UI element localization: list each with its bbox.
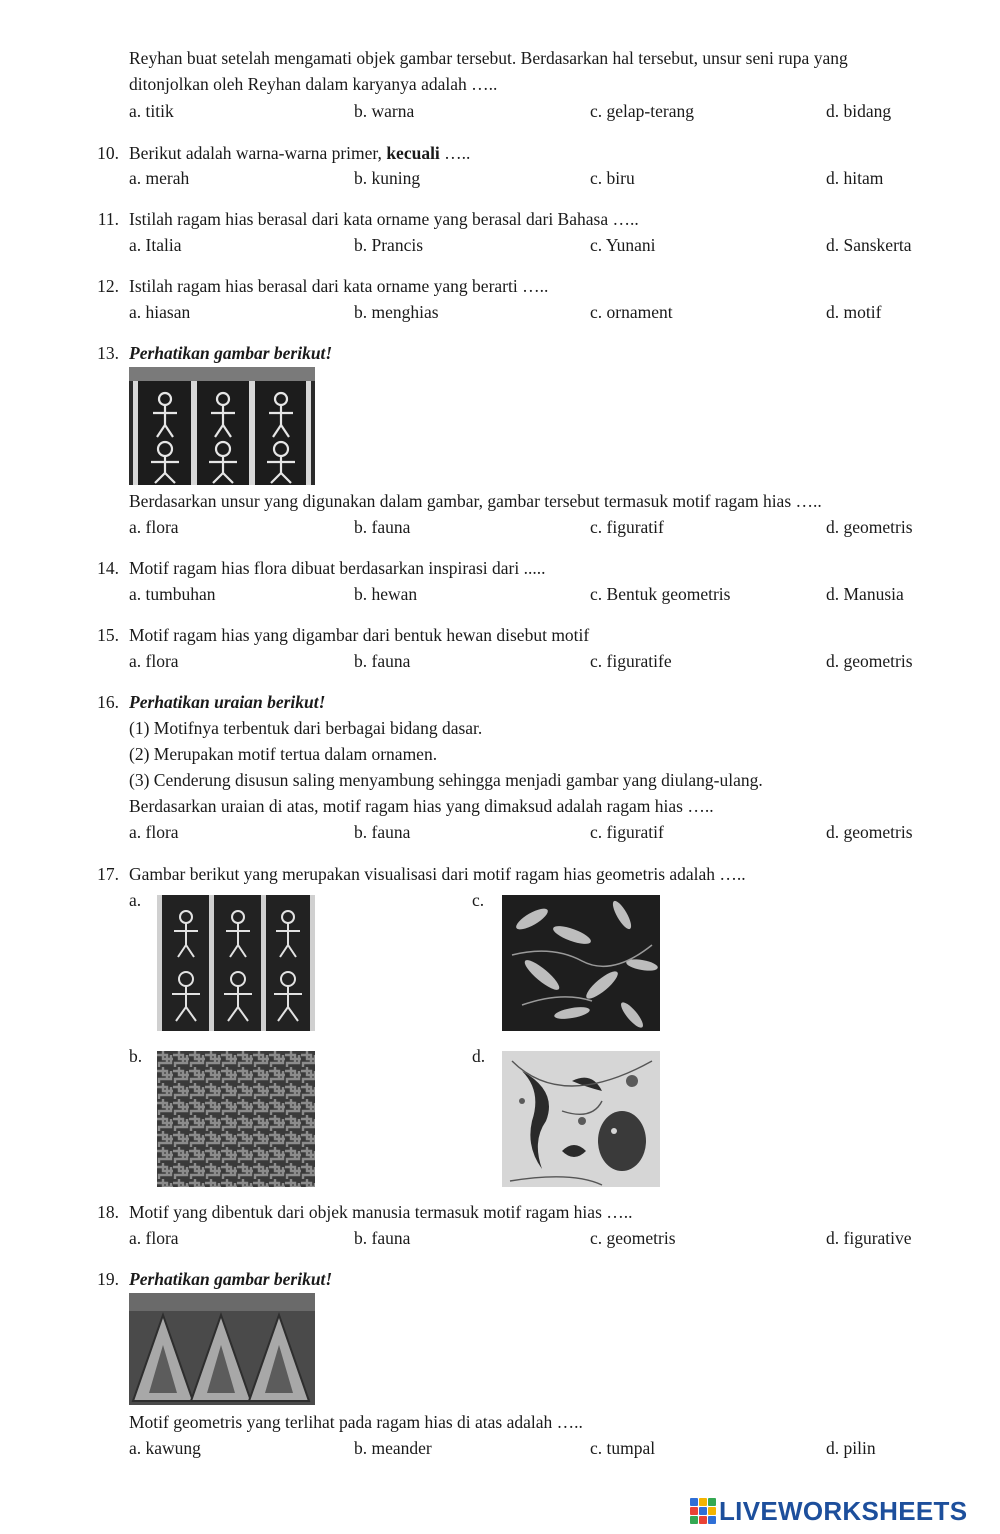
logo-tile [708,1516,716,1524]
list-item: (3) Cenderung disusun saling menyambung sehingga menjadi gambar yang diulang-ulang. [129,770,763,790]
question-text: Berdasarkan uraian di atas, motif ragam hias yang dimaksud adalah ragam hias ….. [129,796,714,816]
logo-tile [690,1516,698,1524]
figurative-textile-image [129,367,315,485]
question-number: 12. [97,276,119,296]
emphasis: kecuali [386,143,440,163]
logo-tile [699,1516,707,1524]
question-text: Motif ragam hias yang digambar dari bentuk hewan disebut motif [129,625,590,645]
question-text: Motif yang dibentuk dari objek manusia termasuk motif ragam hias ….. [129,1202,633,1222]
option-c: c. tumpal [590,1438,656,1458]
option-a: a. flora [129,651,179,671]
geometric-meander-image [157,1051,315,1187]
option-c: c. gelap-terang [590,101,694,121]
option-d: d. geometris [826,517,913,537]
option-b: b. menghias [354,302,439,322]
question-number: 10. [97,143,119,163]
question-number: 18. [97,1202,119,1222]
option-b: b. meander [354,1438,432,1458]
logo-tile [690,1507,698,1515]
image-label-b: b. [129,1046,143,1066]
option-d: d. bidang [826,101,892,121]
option-a: a. flora [129,517,179,537]
logo-text: LIVEWORKSHEETS [719,1495,968,1526]
option-a: a. hiasan [129,302,191,322]
logo-tile [708,1498,716,1506]
question-text: Gambar berikut yang merupakan visualisasi dari motif ragam hias geometris adalah ….. [129,864,746,884]
figurative-textile-image [157,895,315,1031]
logo-tile [690,1498,698,1506]
question-heading: Perhatikan gambar berikut! [129,1269,333,1289]
question-number: 16. [97,692,119,712]
question-heading: Perhatikan gambar berikut! [129,343,333,363]
option-c: c. biru [590,168,635,188]
question-number: 13. [97,343,119,363]
question-text: Istilah ragam hias berasal dari kata orname yang berasal dari Bahasa ….. [129,209,639,229]
option-b: b. Prancis [354,235,424,255]
option-a: a. flora [129,1228,179,1248]
list-item: (1) Motifnya terbentuk dari berbagai bidang dasar. [129,718,483,738]
question-text: Berikut adalah warna-warna primer, kecuali ….. [129,143,471,163]
option-a: a. kawung [129,1438,201,1458]
image-label-a: a. [129,890,142,910]
liveworksheets-logo[interactable] [690,1494,967,1528]
option-b: b. fauna [354,651,411,671]
fauna-batik-image [502,1051,660,1187]
option-b: b. fauna [354,822,411,842]
logo-tile [708,1507,716,1515]
option-d: d. Sanskerta [826,235,912,255]
tumpal-pattern-image [129,1293,315,1405]
question-number: 17. [97,864,119,884]
logo-tile [699,1498,707,1506]
option-c: c. Bentuk geometris [590,584,731,604]
option-a: a. tumbuhan [129,584,216,604]
option-c: c. figuratif [590,822,664,842]
option-b: b. kuning [354,168,421,188]
option-d: d. geometris [826,651,913,671]
intro-line-2: ditonjolkan oleh Reyhan dalam karyanya adalah ….. [129,74,498,94]
image-label-c: c. [472,890,485,910]
option-b: b. hewan [354,584,418,604]
logo-grid-icon [690,1498,716,1524]
question-heading: Perhatikan uraian berikut! [129,692,326,712]
option-a: a. merah [129,168,190,188]
option-a: a. titik [129,101,174,121]
question-number: 15. [97,625,119,645]
list-item: (2) Merupakan motif tertua dalam ornamen. [129,744,438,764]
question-number: 19. [97,1269,119,1289]
image-label-d: d. [472,1046,486,1066]
option-d: d. geometris [826,822,913,842]
option-a: a. flora [129,822,179,842]
option-d: d. figurative [826,1228,912,1248]
logo-tile [699,1507,707,1515]
option-b: b. fauna [354,517,411,537]
option-c: c. figuratife [590,651,672,671]
question-text: Istilah ragam hias berasal dari kata orname yang berarti ….. [129,276,549,296]
intro-line-1: Reyhan buat setelah mengamati objek gambar tersebut. Berdasarkan hal tersebut, unsur seni rupa yang [129,48,848,68]
option-c: c. figuratif [590,517,664,537]
option-b: b. fauna [354,1228,411,1248]
option-b: b. warna [354,101,415,121]
option-d: d. hitam [826,168,884,188]
option-d: d. motif [826,302,882,322]
question-number: 14. [97,558,119,578]
floral-batik-image [502,895,660,1031]
option-d: d. Manusia [826,584,904,604]
option-c: c. ornament [590,302,673,322]
question-text: Motif geometris yang terlihat pada ragam hias di atas adalah ….. [129,1412,583,1432]
option-d: d. pilin [826,1438,876,1458]
question-text: Berdasarkan unsur yang digunakan dalam gambar, gambar tersebut termasuk motif ragam hias ….. [129,491,822,511]
question-number: 11. [97,209,119,229]
option-c: c. geometris [590,1228,676,1248]
option-c: c. Yunani [590,235,656,255]
option-a: a. Italia [129,235,182,255]
question-text: Motif ragam hias flora dibuat berdasarkan inspirasi dari ..... [129,558,546,578]
